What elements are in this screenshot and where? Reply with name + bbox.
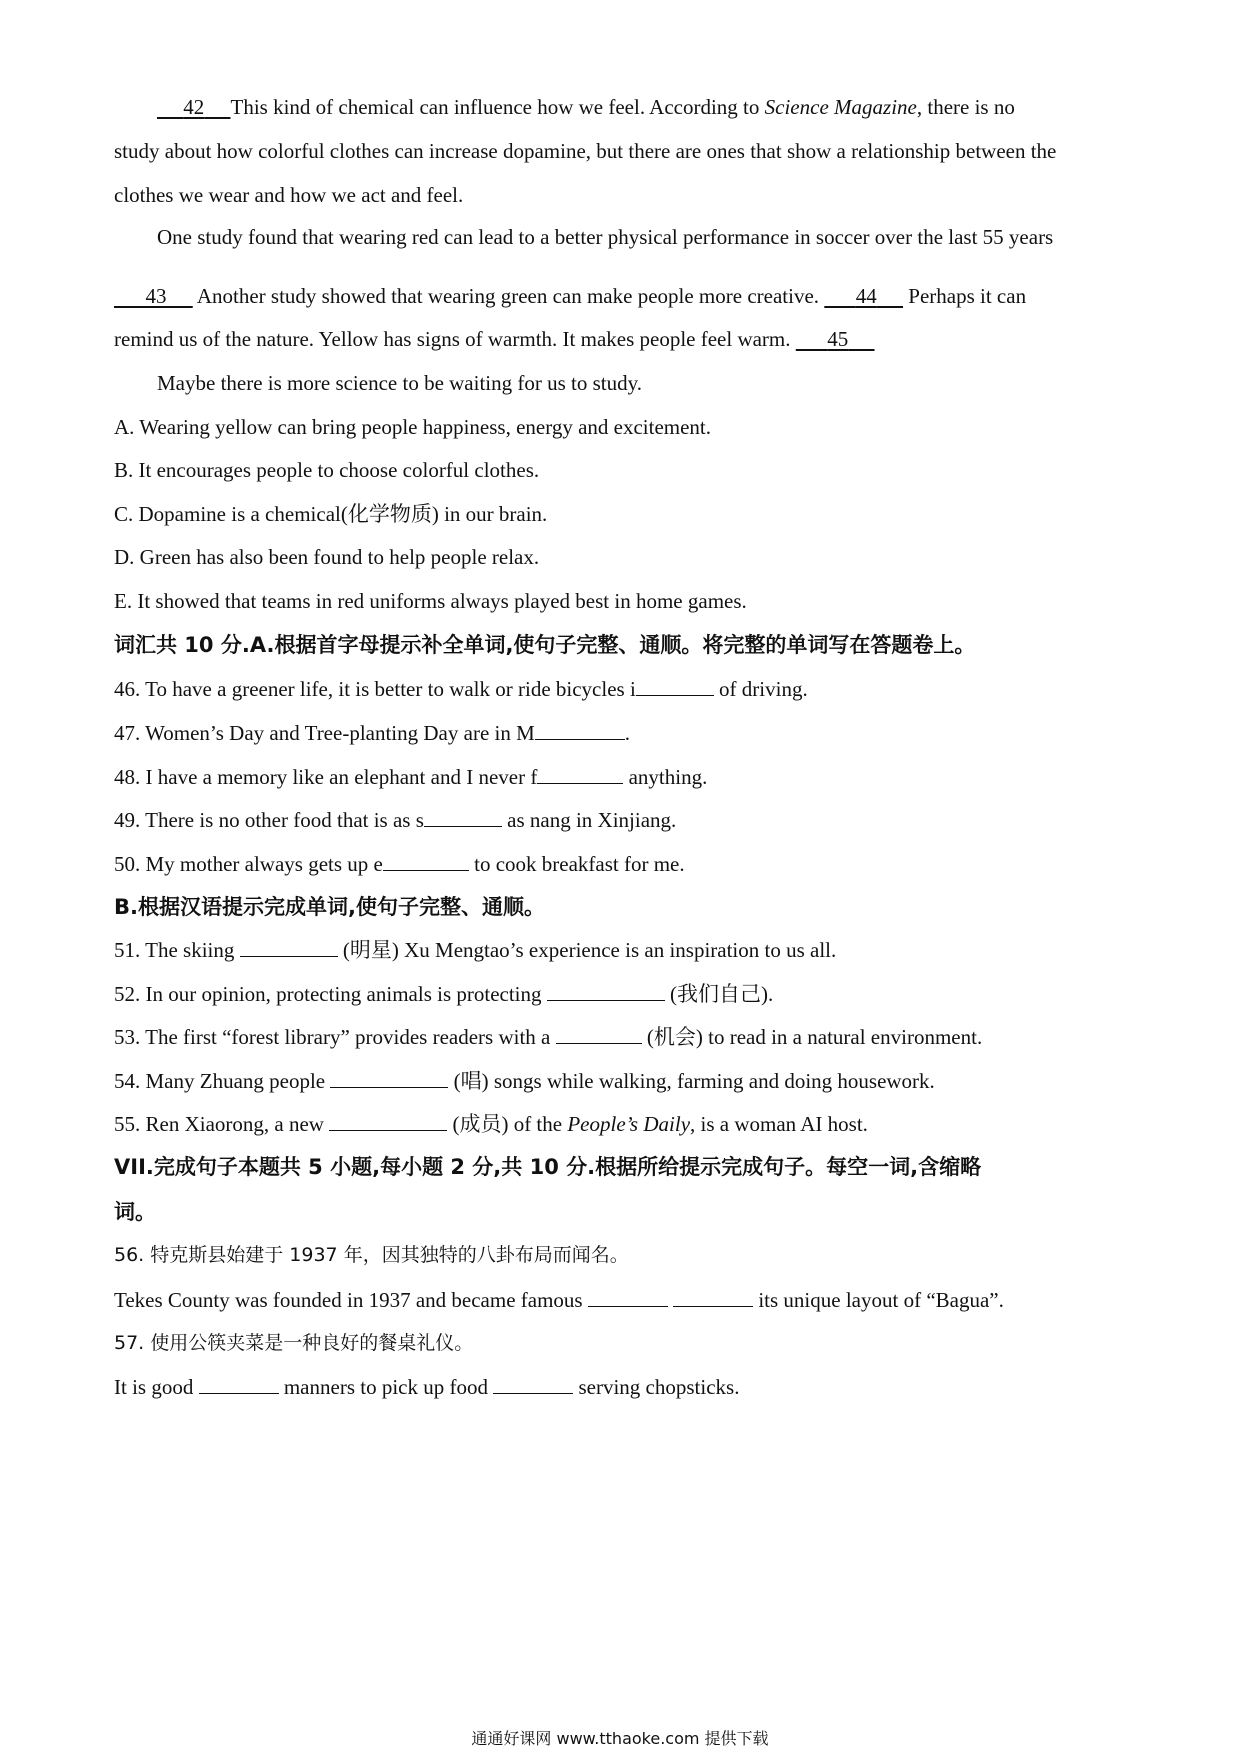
- answer-blank: 42: [183, 95, 205, 119]
- passage-text: Another study showed that wearing green can make people more creative.: [196, 284, 820, 308]
- question-item: 53. The first “forest library” provides readers with a (机会) to read in a natural environment.: [114, 1021, 1134, 1052]
- passage-line: clothes we wear and how we act and feel.: [114, 183, 464, 207]
- answer-blank: [240, 934, 338, 957]
- answer-blank: [535, 717, 625, 740]
- question-57: It is good manners to pick up food serving chopsticks.: [114, 1371, 1134, 1402]
- passage-text: remind us of the nature. Yellow has signs of warmth. It makes people feel warm.: [114, 327, 791, 351]
- passage-text: This kind of chemical can influence how we feel. According to: [230, 95, 765, 119]
- answer-blank: [588, 1284, 668, 1307]
- answer-blank: [556, 1021, 642, 1044]
- answer-blank: [547, 978, 665, 1001]
- question-56: Tekes County was founded in 1937 and became famous its unique layout of “Bagua”.: [114, 1284, 1134, 1315]
- answer-blank: [537, 761, 623, 784]
- passage-line: Maybe there is more science to be waiting for us to study.: [157, 371, 643, 395]
- section-heading-vii-cont: 词。: [114, 1200, 156, 1224]
- section-heading-vii: VII.完成句子本题共 5 小题,每小题 2 分,共 10 分.根据所给提示完成句子。每空一词,含缩略: [114, 1155, 982, 1179]
- question-item: 48. I have a memory like an elephant and I never f anything.: [114, 761, 1134, 792]
- passage-line: [114, 281, 1134, 311]
- newspaper-title: People’s Daily: [567, 1112, 691, 1136]
- passage-line: One study found that wearing red can lead to a better physical performance in soccer over the last 55 years: [157, 225, 1054, 249]
- option-e: E. It showed that teams in red uniforms always played best in home games.: [114, 589, 747, 613]
- question-item: 47. Women’s Day and Tree-planting Day are in M .: [114, 717, 1134, 748]
- question-item: 54. Many Zhuang people (唱) songs while walking, farming and doing housework.: [114, 1065, 1134, 1096]
- answer-blank: [636, 673, 714, 696]
- question-56-chinese: 56. 特克斯县始建于 1937 年，因其独特的八卦布局而闻名。: [114, 1244, 629, 1266]
- question-item: 52. In our opinion, protecting animals is protecting (我们自己).: [114, 978, 1134, 1009]
- passage-text: Perhaps it can: [908, 284, 1027, 308]
- passage-line: [114, 324, 1134, 354]
- answer-blank: [199, 1371, 279, 1394]
- question-item: 55. Ren Xiaorong, a new (成员) of the People’s Daily, is a woman AI host.: [114, 1108, 1134, 1139]
- answer-blank: 44: [855, 284, 877, 308]
- page-footer: 通通好课网 www.tthaoke.com 提供下载: [471, 1729, 769, 1748]
- section-heading-vocab-b: B.根据汉语提示完成单词,使句子完整、通顺。: [114, 895, 545, 919]
- answer-blank: 45: [827, 327, 849, 351]
- answer-blank: [330, 1065, 448, 1088]
- question-item: 51. The skiing (明星) Xu Mengtao’s experience is an inspiration to us all.: [114, 934, 1134, 965]
- option-a: A. Wearing yellow can bring people happiness, energy and excitement.: [114, 415, 712, 439]
- answer-blank: [673, 1284, 753, 1307]
- option-d: D. Green has also been found to help people relax.: [114, 545, 540, 569]
- question-item: 50. My mother always gets up e to cook breakfast for me.: [114, 848, 1134, 879]
- question-57-chinese: 57. 使用公筷夹菜是一种良好的餐桌礼仪。: [114, 1332, 474, 1354]
- answer-blank: [493, 1371, 573, 1394]
- section-heading-vocab-a: 词汇共 10 分.A.根据首字母提示补全单词,使句子完整、通顺。将完整的单词写在答题卷上。: [114, 633, 976, 657]
- answer-blank: [424, 804, 502, 827]
- question-item: 49. There is no other food that is as s as nang in Xinjiang.: [114, 804, 1134, 835]
- passage-line: study about how colorful clothes can increase dopamine, but there are ones that show a relationship between the: [114, 139, 1057, 163]
- answer-blank: 43: [145, 284, 167, 308]
- passage-line: [157, 92, 1177, 122]
- option-b: B. It encourages people to choose colorful clothes.: [114, 458, 540, 482]
- answer-blank: [329, 1108, 447, 1131]
- answer-blank: [383, 848, 469, 871]
- magazine-title: Science Magazine: [764, 95, 917, 119]
- question-item: 46. To have a greener life, it is better to walk or ride bicycles i of driving.: [114, 673, 1134, 704]
- option-c: C. Dopamine is a chemical(化学物质) in our brain.: [114, 502, 548, 526]
- passage-text: , there is no: [916, 95, 1015, 119]
